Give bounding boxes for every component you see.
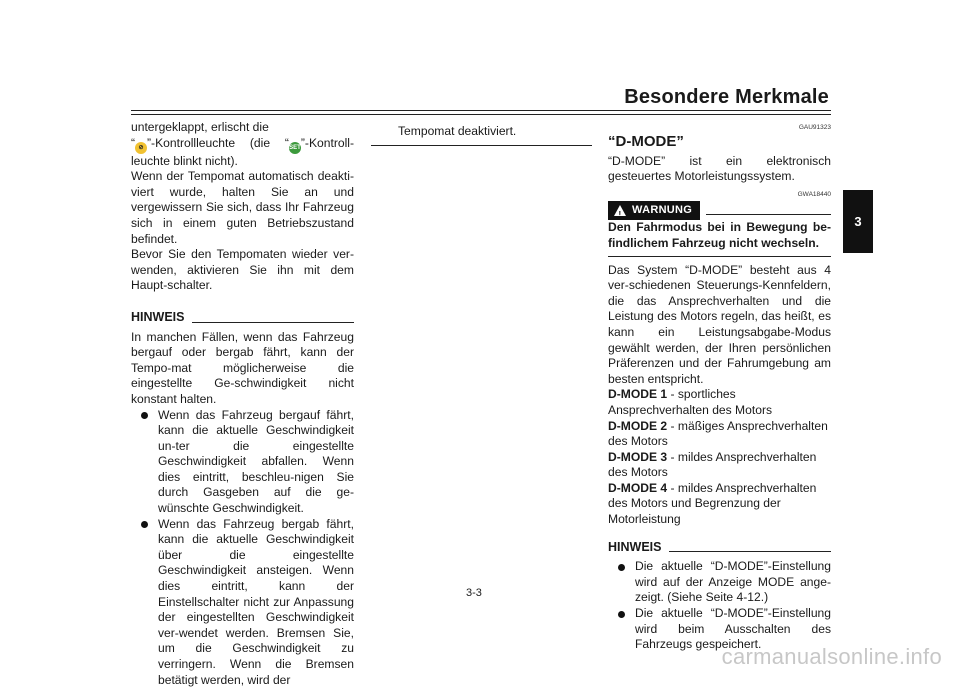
list-item — [131, 408, 354, 517]
list-item-text: Die aktuelle “D-MODE”-Einstellung wird auf der Anzeige MODE ange-zeigt. (Siehe Seite 4-12.) — [635, 559, 831, 604]
chapter-tab[interactable]: 3 — [843, 190, 873, 253]
text-fragment: ”-Kontroll-leuchte blinkt nicht). — [131, 136, 354, 168]
mode-desc: - mäßiges Ansprechverhalten des Motors — [608, 419, 828, 449]
warning-end-rule — [608, 256, 831, 257]
warning-triangle-icon: ! — [614, 205, 626, 216]
bullet-icon — [141, 412, 148, 419]
column-left — [131, 120, 354, 688]
paragraph: Bevor Sie den Tempomaten wieder ver-wenden, aktivieren Sie ihn mit dem Haupt-schalter. — [131, 247, 354, 294]
note-text: In manchen Fällen, wenn das Fahrzeug bergauf oder bergab fährt, kann der Tempo-mat möglicherweise die eingestellte Ge-schwindigkeit nicht konstant halten. — [131, 330, 354, 408]
mode-name: D-MODE 3 — [608, 450, 667, 464]
reference-code: GWA18440 — [608, 191, 831, 199]
list-item-text: Wenn das Fahrzeug bergab fährt, kann die aktuelle Geschwindigkeit über die eingestellte Geschwindigkeit ansteigen. Wenn dies eintritt, kann der Einstellschalter nicht zur Anpassung der eingestellten Geschwindigkeit ver-wendet werden. Bremsen Sie, um die Geschwindigkeit zu verringern. Wenn die Bremsen betätigt werden, wird der — [158, 517, 354, 687]
mode-name: D-MODE 2 — [608, 419, 667, 433]
bullet-icon — [618, 611, 625, 618]
mode-desc: - mildes Ansprechverhalten des Motors — [608, 450, 816, 480]
bullet-icon — [618, 564, 625, 571]
paragraph: Das System “D-MODE” besteht aus 4 ver-schiedenen Steuerungs-Kennfeldern, die das Ansprechverhalten und die Leistung des Motors regeln, das heißt, es kann ein Leistungsabgabe-Modus gewählt werden, der Ihren persönlichen Präferenzen und der Fahrumgebung am besten entspricht. — [608, 263, 831, 388]
note-label: HINWEIS — [131, 310, 184, 326]
note-heading — [608, 540, 831, 556]
header-rule — [131, 110, 831, 111]
paragraph: Wenn der Tempomat automatisch deakti-viert wurde, halten Sie an und vergewissern Sie sich, dass Ihr Fahrzeug sich in einem guten Betriebszustand befindet. — [131, 169, 354, 247]
bullet-list — [131, 408, 354, 688]
watermark: carmanualsonline.info — [722, 644, 942, 670]
mode-item — [608, 450, 831, 481]
warning-badge — [608, 201, 700, 221]
cruise-control-indicator-icon: ⊘ — [135, 142, 147, 154]
note-label: HINWEIS — [608, 540, 661, 556]
paragraph-icons: untergeklappt, erlischt die “ ⊘ ”-Kontrollleuchte (die “SET”-Kontroll-leuchte blinkt nicht). — [131, 120, 354, 169]
paragraph: “D-MODE” ist ein elektronisch gesteuertes Motorleistungssystem. — [608, 154, 831, 185]
note-end-rule — [371, 145, 592, 146]
mode-name: D-MODE 4 — [608, 481, 667, 495]
note-rule — [669, 551, 831, 552]
text-fragment: ”-Kontrollleuchte (die “ — [147, 136, 289, 150]
list-item — [608, 559, 831, 606]
warning-text: Den Fahrmodus bei in Bewegung be-findlichem Fahrzeug nicht wechseln. — [608, 220, 831, 251]
header-rule-thin — [131, 114, 831, 115]
mode-name: D-MODE 1 — [608, 387, 667, 401]
note-rule — [192, 322, 354, 323]
mode-desc: - sportliches Ansprechverhalten des Motors — [608, 387, 772, 417]
reference-code: GAU91323 — [608, 124, 831, 132]
warning-rule — [706, 214, 831, 215]
page-number: 3-3 — [466, 587, 482, 599]
warning-label: WARNUNG — [632, 203, 692, 219]
mode-item — [608, 481, 831, 528]
list-item — [131, 517, 354, 688]
warning-heading — [608, 201, 831, 221]
column-right — [608, 124, 831, 653]
section-title: “D-MODE” — [608, 134, 831, 150]
paragraph-continued: Tempomat deaktiviert. — [371, 124, 592, 140]
mode-item — [608, 387, 831, 418]
column-middle — [371, 124, 592, 146]
bullet-list — [608, 559, 831, 653]
list-item-text: Die aktuelle “D-MODE”-Einstellung wird beim Ausschalten des Fahrzeugs gespeichert. — [635, 606, 831, 651]
bullet-icon — [141, 521, 148, 528]
page-header-title: Besondere Merkmale — [624, 86, 829, 109]
set-indicator-icon: SET — [289, 142, 301, 154]
note-heading — [131, 310, 354, 326]
mode-desc: - mildes Ansprechverhalten des Motors und Begrenzung der Motorleistung — [608, 481, 816, 526]
text-fragment: untergeklappt, erlischt die — [131, 120, 269, 134]
mode-item — [608, 419, 831, 450]
list-item-text: Wenn das Fahrzeug bergauf fährt, kann die aktuelle Geschwindigkeit un-ter die eingestellte Geschwindigkeit abfallen. Wenn dies eintritt, beschleu-nigen Sie durch Gasgeben auf die ge-wünschte Geschwindigkeit. — [158, 408, 354, 516]
